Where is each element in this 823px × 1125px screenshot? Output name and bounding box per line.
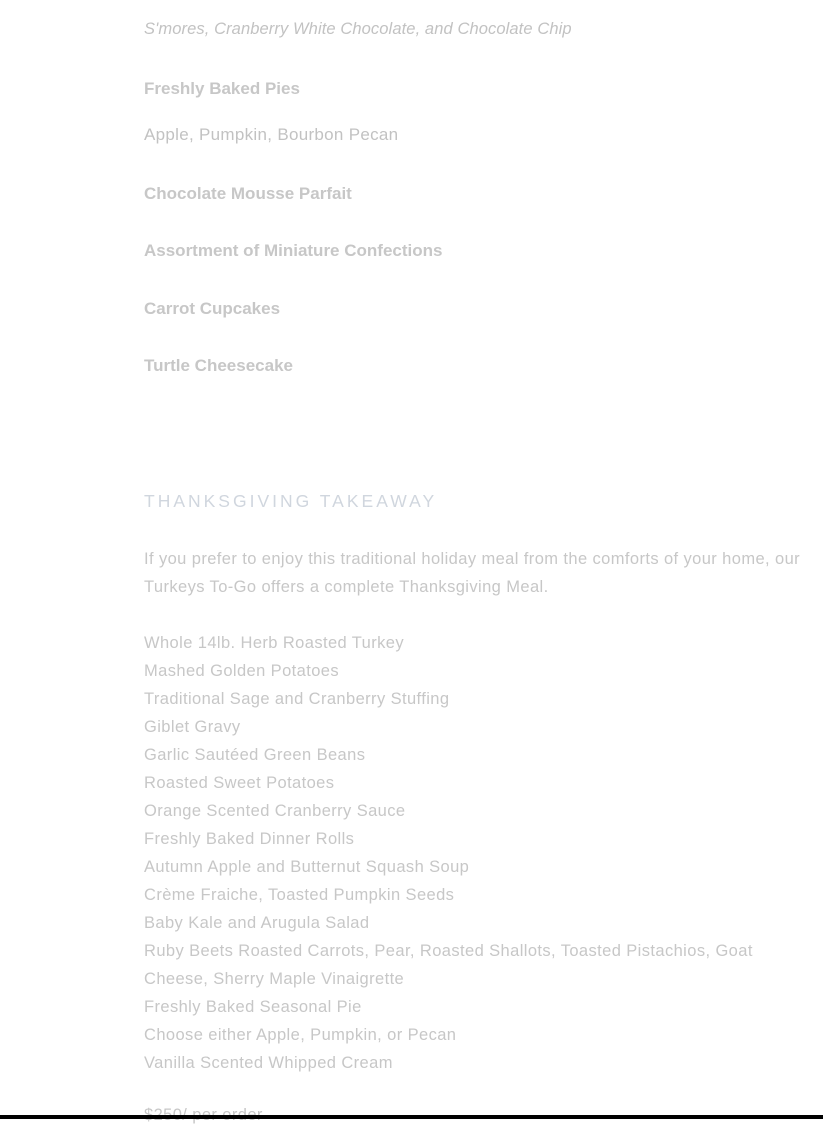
list-item: Traditional Sage and Cranberry Stuffing — [144, 690, 450, 708]
list-item: Freshly Baked Seasonal Pie — [144, 998, 362, 1016]
bottom-bar — [0, 1115, 823, 1119]
list-item: Mashed Golden Potatoes — [144, 662, 340, 680]
list-item: Autumn Apple and Butternut Squash Soup — [144, 858, 470, 876]
cookie-flavors-line: S'mores, Cranberry White Chocolate, and Chocolate Chip — [144, 20, 572, 38]
dessert-title-cupcakes: Carrot Cupcakes — [144, 299, 281, 318]
list-item: Whole 14lb. Herb Roasted Turkey — [144, 634, 405, 652]
list-item: Freshly Baked Dinner Rolls — [144, 830, 355, 848]
list-item: Orange Scented Cranberry Sauce — [144, 802, 406, 820]
dessert-title-cheesecake: Turtle Cheesecake — [144, 356, 293, 375]
dessert-title-parfait: Chocolate Mousse Parfait — [144, 184, 352, 203]
list-item: Roasted Sweet Potatoes — [144, 774, 335, 792]
list-item: Choose either Apple, Pumpkin, or Pecan — [144, 1026, 457, 1044]
list-item: Garlic Sautéed Green Beans — [144, 746, 366, 764]
list-item: Crème Fraiche, Toasted Pumpkin Seeds — [144, 886, 455, 904]
dessert-title-confections: Assortment of Miniature Confections — [144, 241, 443, 260]
list-item: Ruby Beets Roasted Carrots, Pear, Roasted Shallots, Toasted Pistachios, Goat Cheese, Sherry Maple Vinaigrette — [144, 942, 753, 988]
takeaway-intro: If you prefer to enjoy this traditional holiday meal from the comforts of your home, our Turkeys To-Go offers a complete Thanksgiving Meal. — [144, 550, 801, 596]
list-item: Baby Kale and Arugula Salad — [144, 914, 370, 932]
list-item: Giblet Gravy — [144, 718, 241, 736]
takeaway-menu-list — [144, 629, 809, 1077]
section-title: THANKSGIVING TAKEAWAY — [144, 491, 438, 511]
list-item: Vanilla Scented Whipped Cream — [144, 1054, 393, 1072]
dessert-desc-pies: Apple, Pumpkin, Bourbon Pecan — [144, 125, 399, 144]
dessert-title-pies: Freshly Baked Pies — [144, 79, 300, 98]
